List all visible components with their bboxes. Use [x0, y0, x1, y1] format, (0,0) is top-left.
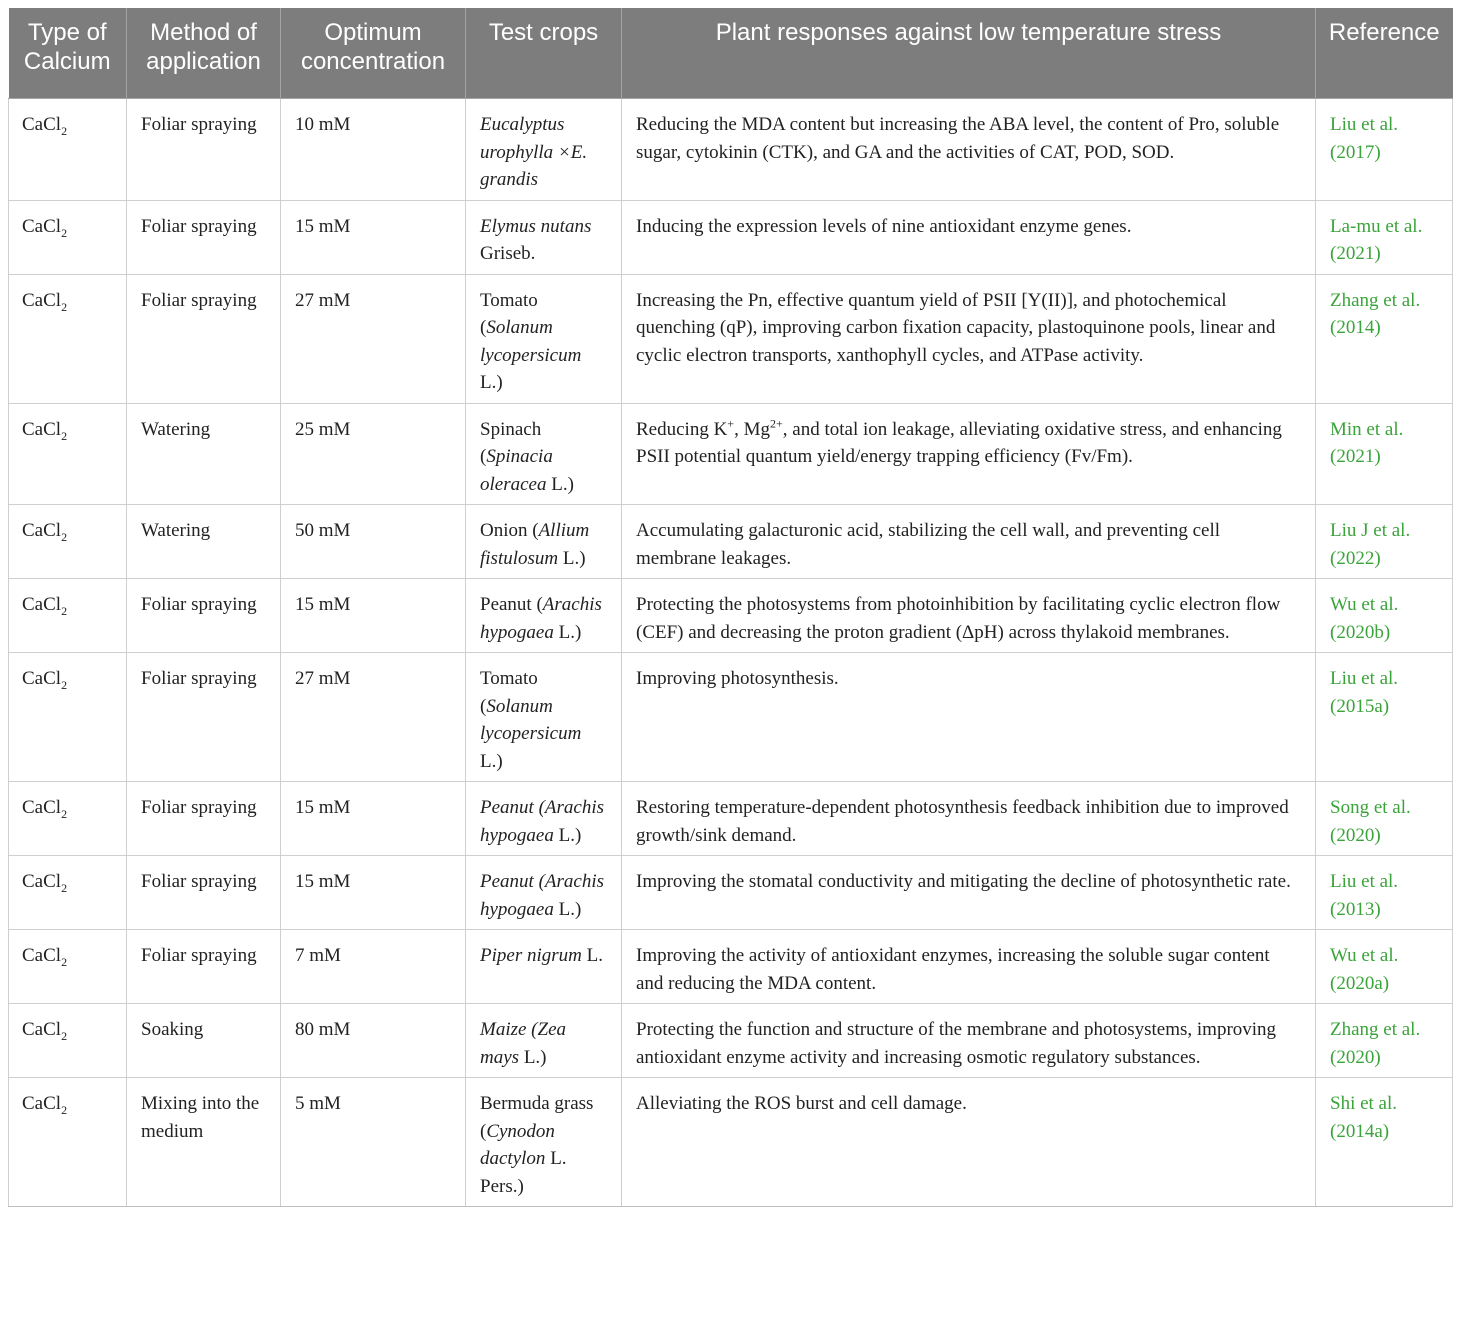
- cell-plant-response: [622, 653, 1316, 782]
- calcium-formula: CaCl: [22, 114, 62, 135]
- cell-test-crop: [466, 1078, 622, 1207]
- cell-reference-link[interactable]: Liu et al. (2013): [1316, 856, 1453, 930]
- calcium-formula-subscript: 2: [61, 428, 68, 443]
- cell-method: Foliar spraying: [127, 579, 281, 653]
- cell-test-crop-text: Cynodon dactylon: [480, 1120, 555, 1169]
- cell-test-crop-text: L.): [553, 824, 582, 846]
- cell-plant-response: [622, 99, 1316, 201]
- cell-test-crop-text: Tomato (: [480, 668, 538, 717]
- cell-concentration: 50 mM: [281, 505, 466, 579]
- cell-plant-response: [622, 200, 1316, 274]
- cell-plant-response-text: Accumulating galacturonic acid, stabilizing the cell wall, and preventing cell membrane leakages.: [636, 520, 1221, 569]
- cell-method: Foliar spraying: [127, 99, 281, 201]
- cell-method: Foliar spraying: [127, 856, 281, 930]
- cell-test-crop-text: Bermuda grass (: [480, 1093, 594, 1142]
- cell-reference-link[interactable]: Zhang et al. (2020): [1316, 1004, 1453, 1078]
- header-test-crops: Test crops: [466, 8, 622, 99]
- cell-method: Foliar spraying: [127, 782, 281, 856]
- cell-test-crop-text: Eucalyptus urophylla ×E. grandis: [480, 114, 588, 190]
- cell-calcium-type: [9, 782, 127, 856]
- table-row: [9, 782, 1453, 856]
- calcium-formula-subscript: 2: [61, 880, 68, 895]
- cell-plant-response-text: +: [727, 416, 735, 431]
- table-header: [9, 8, 1453, 99]
- cell-calcium-type: [9, 200, 127, 274]
- cell-method: Foliar spraying: [127, 930, 281, 1004]
- cell-test-crop-text: Spinacia oleracea: [480, 446, 553, 495]
- cell-test-crop: [466, 930, 622, 1004]
- cell-method: Watering: [127, 403, 281, 505]
- cell-test-crop-text: L.): [553, 621, 582, 643]
- table-row: [9, 653, 1453, 782]
- calcium-formula: CaCl: [22, 215, 62, 237]
- cell-concentration: 80 mM: [281, 1004, 466, 1078]
- cell-reference-link[interactable]: Wu et al. (2020b): [1316, 579, 1453, 653]
- cell-plant-response: [622, 274, 1316, 403]
- calcium-formula: CaCl: [22, 1019, 62, 1040]
- calcium-formula: CaCl: [22, 520, 62, 541]
- cell-method: Mixing into the medium: [127, 1078, 281, 1207]
- cell-calcium-type: [9, 505, 127, 579]
- cell-plant-response: [622, 1078, 1316, 1207]
- cell-test-crop-text: Solanum lycopersicum: [480, 695, 582, 744]
- cell-plant-response: [622, 782, 1316, 856]
- cell-reference-link[interactable]: La-mu et al. (2021): [1316, 200, 1453, 274]
- header-reference: Reference: [1316, 8, 1453, 99]
- cell-method: Foliar spraying: [127, 274, 281, 403]
- calcium-formula: CaCl: [22, 1093, 62, 1114]
- cell-method: Watering: [127, 505, 281, 579]
- cell-calcium-type: [9, 579, 127, 653]
- cell-test-crop: [466, 653, 622, 782]
- cell-test-crop-text: Allium fistulosum: [480, 520, 590, 569]
- cell-calcium-type: [9, 403, 127, 505]
- cell-plant-response-text: 2+: [769, 416, 783, 431]
- calcium-formula-subscript: 2: [61, 677, 68, 692]
- cell-reference-link[interactable]: Wu et al. (2020a): [1316, 930, 1453, 1004]
- table-row: [9, 579, 1453, 653]
- cell-concentration: 15 mM: [281, 856, 466, 930]
- header-type-of-calcium: Type of Calcium: [9, 8, 127, 99]
- table-row: [9, 505, 1453, 579]
- cell-test-crop-text: L. Pers.): [480, 1148, 567, 1197]
- cell-plant-response-text: , and total ion leakage, alleviating oxidative stress, and enhancing PSII potential quantum yield/energy trapping efficiency (Fv/Fm).: [636, 418, 1282, 467]
- cell-plant-response-text: Reducing K: [636, 418, 728, 440]
- cell-reference-link[interactable]: Liu et al. (2015a): [1316, 653, 1453, 782]
- cell-test-crop: [466, 274, 622, 403]
- cell-test-crop-text: Arachis hypogaea: [480, 594, 602, 643]
- calcium-formula-subscript: 2: [61, 225, 68, 240]
- cell-reference-link[interactable]: Liu et al. (2017): [1316, 99, 1453, 201]
- cell-method: Soaking: [127, 1004, 281, 1078]
- table-row: [9, 930, 1453, 1004]
- cell-calcium-type: [9, 856, 127, 930]
- cell-test-crop-text: Maize (Zea mays: [480, 1019, 567, 1068]
- cell-test-crop-text: L.): [546, 473, 574, 495]
- calcium-formula-subscript: 2: [61, 1028, 68, 1043]
- cell-test-crop-text: Elymus nutans: [480, 215, 592, 237]
- cell-test-crop: [466, 99, 622, 201]
- cell-method: Foliar spraying: [127, 200, 281, 274]
- cell-test-crop-text: L.): [480, 372, 503, 393]
- cell-plant-response: [622, 1004, 1316, 1078]
- header-method-of-application: Method of application: [127, 8, 281, 99]
- cell-test-crop-text: Onion (: [480, 520, 539, 541]
- cell-concentration: 10 mM: [281, 99, 466, 201]
- cell-test-crop-text: Peanut (Arachis hypogaea: [480, 871, 605, 920]
- calcium-formula-subscript: 2: [61, 806, 68, 821]
- cell-plant-response: [622, 856, 1316, 930]
- cell-test-crop-text: L.: [581, 945, 603, 966]
- cell-concentration: 15 mM: [281, 579, 466, 653]
- cell-test-crop-text: Solanum lycopersicum: [480, 317, 582, 366]
- calcium-formula-subscript: 2: [61, 603, 68, 618]
- cell-test-crop-text: Griseb.: [480, 243, 536, 264]
- cell-test-crop-text: L.): [519, 1046, 547, 1068]
- calcium-formula: CaCl: [22, 418, 62, 440]
- cell-concentration: 25 mM: [281, 403, 466, 505]
- cell-test-crop-text: Spinach (: [480, 418, 542, 467]
- cell-calcium-type: [9, 1078, 127, 1207]
- cell-concentration: 7 mM: [281, 930, 466, 1004]
- cell-calcium-type: [9, 653, 127, 782]
- cell-reference-link[interactable]: Liu J et al. (2022): [1316, 505, 1453, 579]
- cell-test-crop-text: Piper nigrum: [480, 945, 582, 966]
- cell-plant-response-text: Protecting the function and structure of the membrane and photosystems, improving antioxidant enzyme activity and increasing osmotic regulatory substances.: [636, 1019, 1277, 1068]
- header-row: [9, 8, 1453, 99]
- cell-test-crop: [466, 856, 622, 930]
- table-row: [9, 403, 1453, 505]
- cell-plant-response-text: Improving photosynthesis.: [636, 668, 839, 689]
- cell-plant-response-text: Protecting the photosystems from photoinhibition by facilitating cyclic electron flow (CEF) and decreasing the proton gradient (ΔpH) across thylakoid membranes.: [636, 594, 1281, 643]
- cell-reference-link[interactable]: Min et al. (2021): [1316, 403, 1453, 505]
- table-row: [9, 1078, 1453, 1207]
- calcium-formula: CaCl: [22, 289, 62, 311]
- cell-calcium-type: [9, 99, 127, 201]
- calcium-low-temperature-table: [8, 8, 1453, 1207]
- cell-test-crop-text: Peanut (Arachis hypogaea: [480, 797, 605, 846]
- cell-concentration: 5 mM: [281, 1078, 466, 1207]
- calcium-formula-subscript: 2: [61, 529, 68, 544]
- cell-test-crop: [466, 579, 622, 653]
- cell-test-crop: [466, 505, 622, 579]
- header-optimum-concentration: Optimum concentration: [281, 8, 466, 99]
- cell-reference-link[interactable]: Zhang et al. (2014): [1316, 274, 1453, 403]
- cell-plant-response-text: Restoring temperature-dependent photosynthesis feedback inhibition due to improved growth/sink demand.: [636, 797, 1289, 846]
- cell-calcium-type: [9, 1004, 127, 1078]
- cell-test-crop-text: L.): [558, 547, 586, 569]
- calcium-formula: CaCl: [22, 668, 62, 689]
- cell-test-crop: [466, 403, 622, 505]
- cell-plant-response-text: Increasing the Pn, effective quantum yield of PSII [Y(II)], and photochemical quenching (qP), improving carbon fixation capacity, plastoquinone pools, linear and cyclic electron transports, xanthophyll cycles, and ATPase activity.: [636, 289, 1276, 366]
- header-plant-responses: Plant responses against low temperature stress: [622, 8, 1316, 99]
- calcium-formula: CaCl: [22, 945, 62, 966]
- cell-plant-response: [622, 579, 1316, 653]
- cell-test-crop: [466, 782, 622, 856]
- cell-plant-response-text: Reducing the MDA content but increasing the ABA level, the content of Pro, soluble sugar, cytokinin (CTK), and GA and the activities of CAT, POD, SOD.: [636, 114, 1280, 163]
- cell-test-crop-text: Peanut (: [480, 594, 543, 615]
- table-row: [9, 99, 1453, 201]
- cell-calcium-type: [9, 930, 127, 1004]
- calcium-formula-subscript: 2: [61, 954, 68, 969]
- calcium-formula: CaCl: [22, 594, 62, 615]
- cell-plant-response-text: Improving the stomatal conductivity and mitigating the decline of photosynthetic rate.: [636, 871, 1291, 892]
- cell-calcium-type: [9, 274, 127, 403]
- cell-plant-response: [622, 505, 1316, 579]
- cell-concentration: 15 mM: [281, 200, 466, 274]
- cell-test-crop-text: L.): [480, 750, 503, 772]
- table-row: [9, 1004, 1453, 1078]
- cell-reference-link[interactable]: Shi et al. (2014a): [1316, 1078, 1453, 1207]
- cell-plant-response: [622, 930, 1316, 1004]
- cell-method: Foliar spraying: [127, 653, 281, 782]
- cell-concentration: 15 mM: [281, 782, 466, 856]
- cell-test-crop: [466, 1004, 622, 1078]
- table-row: [9, 856, 1453, 930]
- calcium-formula: CaCl: [22, 871, 62, 892]
- cell-plant-response-text: , Mg: [734, 418, 770, 440]
- table-row: [9, 274, 1453, 403]
- calcium-formula-subscript: 2: [61, 299, 68, 314]
- cell-plant-response-text: Improving the activity of antioxidant enzymes, increasing the soluble sugar content and reducing the MDA content.: [636, 945, 1270, 994]
- cell-test-crop: [466, 200, 622, 274]
- cell-test-crop-text: L.): [553, 898, 582, 920]
- cell-plant-response: [622, 403, 1316, 505]
- calcium-formula: CaCl: [22, 797, 62, 818]
- cell-concentration: 27 mM: [281, 274, 466, 403]
- cell-reference-link[interactable]: Song et al. (2020): [1316, 782, 1453, 856]
- cell-plant-response-text: Alleviating the ROS burst and cell damage.: [636, 1093, 967, 1114]
- table-row: [9, 200, 1453, 274]
- cell-concentration: 27 mM: [281, 653, 466, 782]
- calcium-formula-subscript: 2: [61, 1102, 68, 1117]
- calcium-formula-subscript: 2: [61, 123, 68, 138]
- table-body: [9, 99, 1453, 1207]
- cell-plant-response-text: Inducing the expression levels of nine antioxidant enzyme genes.: [636, 215, 1132, 237]
- cell-test-crop-text: Tomato (: [480, 289, 538, 338]
